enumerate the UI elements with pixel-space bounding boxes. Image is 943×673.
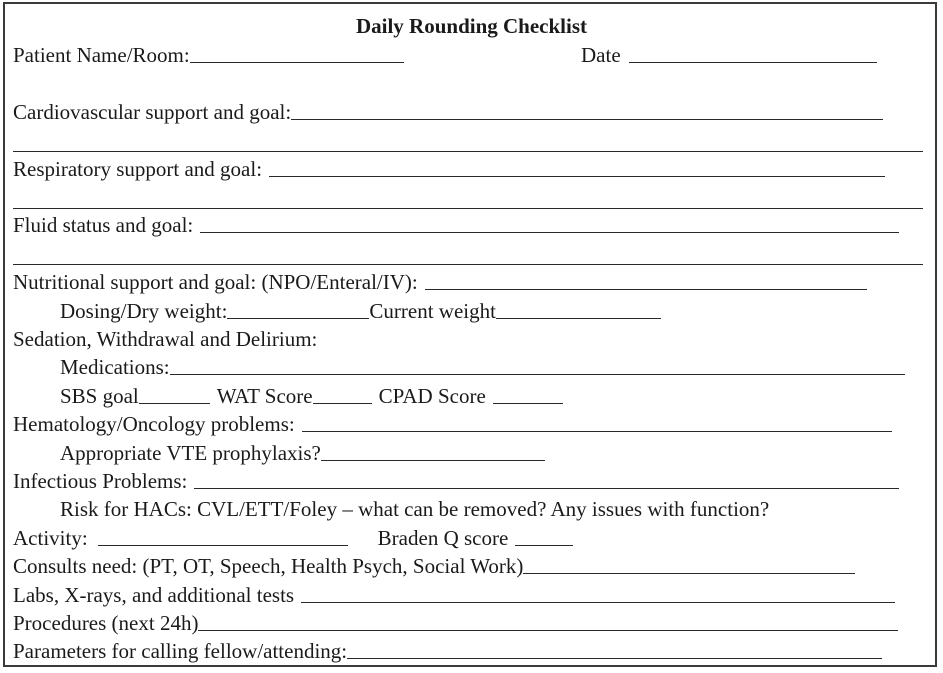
weight-row [60,299,661,325]
fluid-field[interactable] [200,214,899,233]
nutrition-row [13,270,867,296]
fluid-extra-line[interactable] [13,264,923,265]
procedures-label: Procedures (next 24h) [13,611,199,635]
parameters-row [13,639,882,665]
labs-row [13,583,895,609]
activity-row [13,526,573,552]
activity-field[interactable] [98,527,348,546]
vte-label: Appropriate VTE prophylaxis? [60,441,321,465]
infectious-field[interactable] [194,470,899,489]
wat-field[interactable] [313,385,372,404]
fluid-row [13,213,899,239]
date-field[interactable] [629,44,877,63]
scores-row [60,384,563,410]
resp-label: Respiratory support and goal: [13,157,263,181]
sbs-label: SBS goal [60,384,139,408]
hacs-label: Risk for HACs: CVL/ETT/Foley – what can be removed? Any issues with function? [60,497,770,521]
heme-row [13,412,892,438]
current-weight-label: Current weight [369,299,496,323]
braden-label: Braden Q score [377,526,509,550]
infectious-label: Infectious Problems: [13,469,188,493]
wat-label: WAT Score [216,384,313,408]
nutrition-label: Nutritional support and goal: (NPO/Enteral/IV): [13,270,418,294]
braden-field[interactable] [515,527,573,546]
labs-label: Labs, X-rays, and additional tests [13,583,295,607]
cpad-label: CPAD Score [378,384,486,408]
consults-field[interactable] [523,555,855,574]
current-weight-field[interactable] [496,300,661,319]
vte-field[interactable] [321,442,545,461]
medications-row [60,355,905,381]
procedures-field[interactable] [198,612,898,631]
infectious-row [13,469,899,495]
vte-row [60,441,545,467]
hacs-row [60,497,769,523]
sbs-field[interactable] [139,385,210,404]
procedures-row [13,611,898,637]
medications-label: Medications: [60,355,170,379]
cardio-extra-line[interactable] [13,151,923,152]
resp-row [13,157,885,183]
parameters-label: Parameters for calling fellow/attending: [13,639,348,663]
consults-row [13,554,855,580]
heme-label: Hematology/Oncology problems: [13,412,295,436]
heme-field[interactable] [302,413,892,432]
cardio-row [13,100,883,126]
consults-label: Consults need: (PT, OT, Speech, Health Psych, Social Work) [13,554,524,578]
activity-label: Activity: [13,526,88,550]
date-label: Date [581,43,621,67]
cpad-field[interactable] [493,385,563,404]
form-title: Daily Rounding Checklist [355,14,588,38]
sedation-row [13,327,317,353]
cardio-label: Cardiovascular support and goal: [13,100,292,124]
resp-extra-line[interactable] [13,208,923,209]
resp-field[interactable] [269,158,885,177]
sedation-label: Sedation, Withdrawal and Delirium: [13,327,318,351]
patient-row [13,43,404,69]
date-row [581,43,877,69]
patient-field[interactable] [190,44,404,63]
medications-field[interactable] [170,356,905,375]
labs-field[interactable] [301,584,895,603]
parameters-field[interactable] [347,640,882,659]
dosing-field[interactable] [227,300,369,319]
fluid-label: Fluid status and goal: [13,213,194,237]
cardio-field[interactable] [291,101,883,120]
patient-label: Patient Name/Room: [13,43,190,67]
dosing-label: Dosing/Dry weight: [60,299,228,323]
nutrition-field[interactable] [425,271,867,290]
